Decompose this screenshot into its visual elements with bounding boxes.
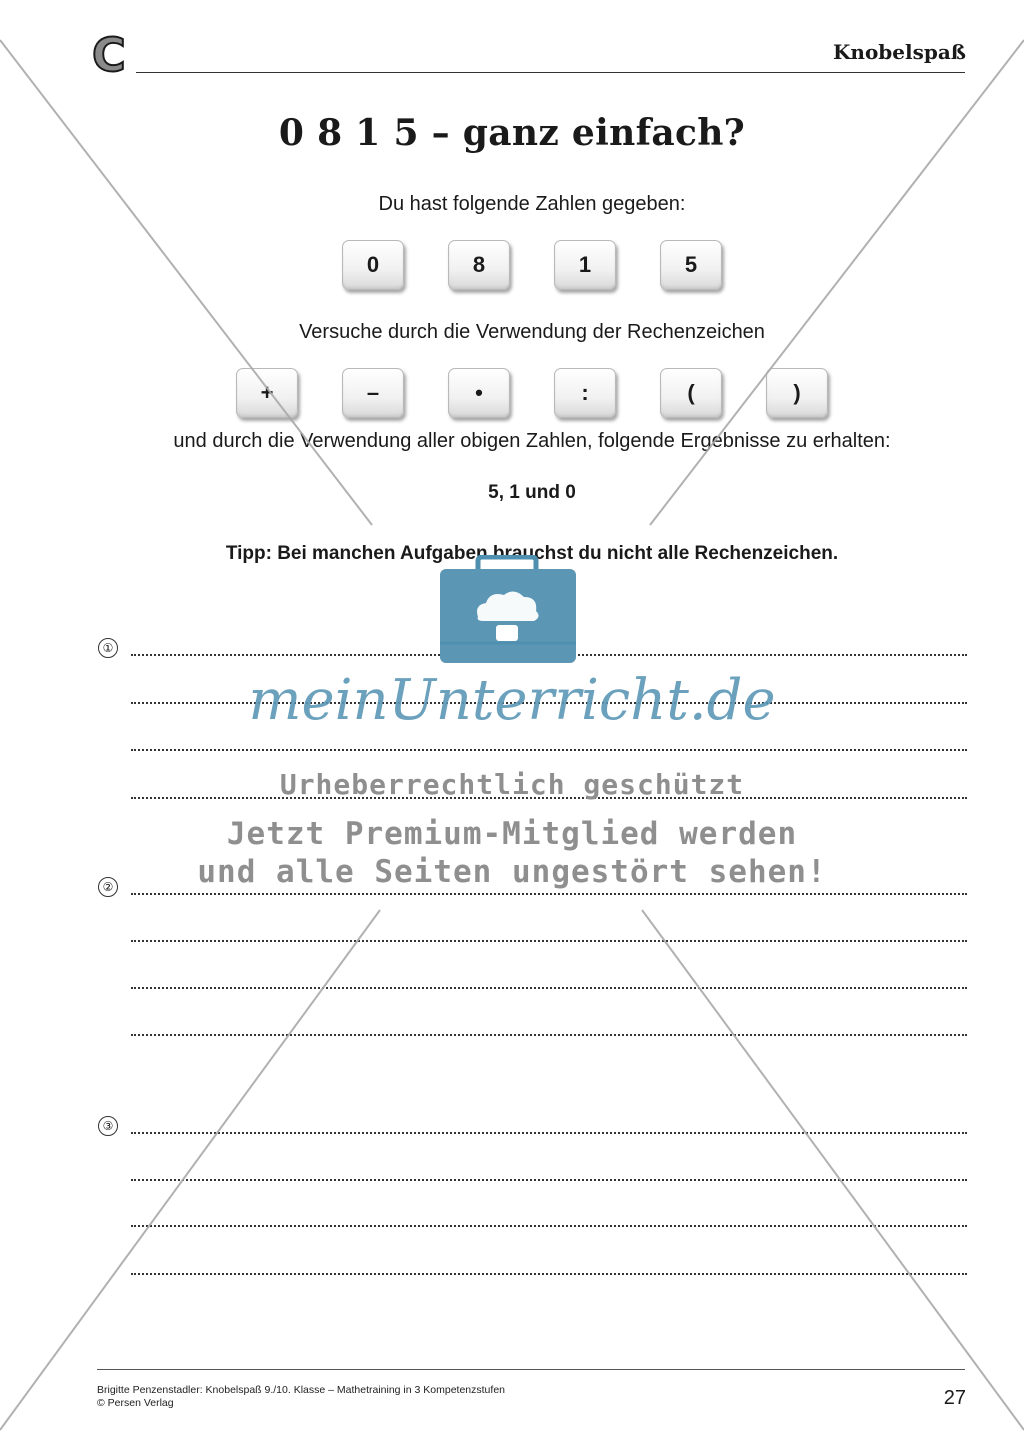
operator-key-close-paren: ) [766, 368, 828, 418]
operator-key-minus: – [342, 368, 404, 418]
footer-credits [97, 1384, 505, 1410]
tip-text: Tipp: Bei manchen Aufgaben brauchst du nicht alle Rechenzeichen. [225, 543, 839, 564]
footer-credit: Brigitte Penzenstadler: Knobelspaß 9./10. Klasse – Mathetraining in 3 Kompetenzstufen [97, 1384, 505, 1396]
answer-marker-2: ② [98, 877, 118, 897]
answer-marker-1: ① [98, 638, 118, 658]
answer-marker-3: ③ [98, 1116, 118, 1136]
operator-key-times: • [448, 368, 510, 418]
results-text: 5, 1 und 0 [488, 482, 576, 503]
operator-key-plus: + [236, 368, 298, 418]
operator-key-open-paren: ( [660, 368, 722, 418]
watermark-premium-line1: Jetzt Premium-Mitglied werden [226, 816, 798, 852]
answer-line[interactable] [131, 749, 967, 751]
number-key: 8 [448, 240, 510, 290]
footer-publisher: © Persen Verlag [97, 1397, 174, 1409]
briefcase-cloud-icon [438, 555, 578, 667]
operator-key-row [0, 368, 1024, 418]
watermark-brand: meinUnterricht.de [248, 668, 776, 733]
answer-line[interactable] [131, 940, 967, 942]
section-title: Knobelspaß [833, 40, 966, 64]
answer-line[interactable] [131, 893, 967, 895]
answer-line[interactable] [131, 1034, 967, 1036]
number-key-row [0, 240, 1024, 290]
intro-text: Du hast folgende Zahlen gegeben: [378, 193, 686, 215]
task-text: und durch die Verwendung aller obigen Zahlen, folgende Ergebnisse zu erhalten: [173, 430, 891, 452]
header-rule [136, 72, 965, 73]
footer-rule [97, 1369, 965, 1370]
answer-line[interactable] [131, 1132, 967, 1134]
watermark-copyright: Urheberrechtlich geschützt [279, 768, 745, 801]
page-number: 27 [943, 1387, 966, 1409]
number-key: 1 [554, 240, 616, 290]
number-key: 5 [660, 240, 722, 290]
answer-line[interactable] [131, 1225, 967, 1227]
watermark-premium-line2: und alle Seiten ungestört sehen! [197, 854, 827, 890]
answer-line[interactable] [131, 1273, 967, 1275]
operator-key-divide: : [554, 368, 616, 418]
section-letter-badge: C [92, 28, 126, 82]
operator-intro-text: Versuche durch die Verwendung der Rechenzeichen [299, 321, 765, 343]
worksheet-title: 0 8 1 5 – ganz einfach? [278, 112, 746, 154]
number-key: 0 [342, 240, 404, 290]
answer-line[interactable] [131, 987, 967, 989]
answer-line[interactable] [131, 1179, 967, 1181]
